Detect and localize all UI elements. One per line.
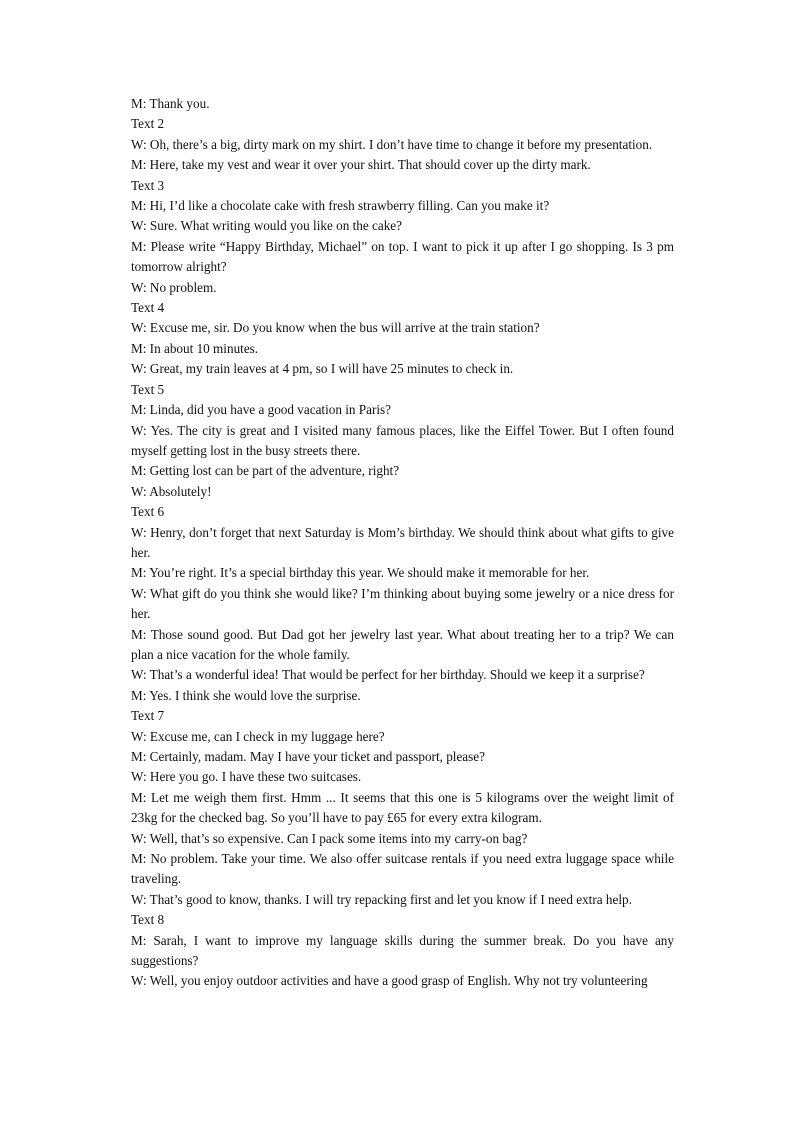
dialogue-line: W: That’s good to know, thanks. I will try repacking first and let you know if I need extra help. <box>131 891 632 907</box>
dialogue-line: W: That’s a wonderful idea! That would be perfect for her birthday. Should we keep it a surprise? <box>131 667 645 683</box>
dialogue-line: W: Well, you enjoy outdoor activities and have a good grasp of English. Why not try volunteering <box>131 973 648 989</box>
section-heading: Text 6 <box>131 504 165 520</box>
dialogue-line: W: No problem. <box>131 279 217 295</box>
dialogue-line: W: Sure. What writing would you like on the cake? <box>131 218 403 234</box>
dialogue-line: M: Hi, I’d like a chocolate cake with fresh strawberry filling. Can you make it? <box>131 198 550 214</box>
dialogue-line: W: Oh, there’s a big, dirty mark on my shirt. I don’t have time to change it before my presentation. <box>131 136 653 152</box>
dialogue-line: W: Yes. The city is great and I visited many famous places, like the Eiffel Tower. But I often found myself getting lost in the busy streets there. <box>131 422 674 458</box>
dialogue-line: W: What gift do you think she would like? I’m thinking about buying some jewelry or a nice dress for her. <box>131 585 674 622</box>
section-heading: Text 4 <box>131 300 165 316</box>
dialogue-line: W: Well, that’s so expensive. Can I pack some items into my carry-on bag? <box>131 830 528 846</box>
dialogue-line: M: Certainly, madam. May I have your ticket and passport, please? <box>131 749 486 764</box>
section-heading: Text 2 <box>131 116 165 132</box>
section-heading: Text 7 <box>131 708 165 724</box>
dialogue-line: W: Henry, don’t forget that next Saturday is Mom’s birthday. We should think about what gifts to give her. <box>131 524 674 560</box>
section-heading: Text 3 <box>131 177 165 193</box>
dialogue-line: M: Thank you. <box>131 96 210 111</box>
dialogue-line: M: Linda, did you have a good vacation in Paris? <box>131 402 392 418</box>
dialogue-line: M: Getting lost can be part of the adventure, right? <box>131 463 400 479</box>
section-heading: Text 8 <box>131 912 165 928</box>
dialogue-line: M: Let me weigh them first. Hmm ... It seems that this one is 5 kilograms over the weight limit of 23kg for the checked bag. So you’ll have to pay £65 for every extra kilogram. <box>131 789 674 826</box>
dialogue-line: M: Please write “Happy Birthday, Michael” on top. I want to pick it up after I go shopping. Is 3 pm tomorrow alright? <box>131 238 674 275</box>
dialogue-line: M: In about 10 minutes. <box>131 340 259 356</box>
dialogue-line: M: You’re right. It’s a special birthday this year. We should make it memorable for her. <box>131 565 590 581</box>
dialogue-line: M: Those sound good. But Dad got her jewelry last year. What about treating her to a trip? We can plan a nice vacation for the whole family. <box>131 626 674 662</box>
section-heading: Text 5 <box>131 381 165 397</box>
dialogue-line: W: Excuse me, sir. Do you know when the bus will arrive at the train station? <box>131 320 540 336</box>
dialogue-line: M: Sarah, I want to improve my language skills during the summer break. Do you have any suggestions? <box>131 932 674 969</box>
dialogue-line: M: Here, take my vest and wear it over your shirt. That should cover up the dirty mark. <box>131 157 591 173</box>
dialogue-line: W: Here you go. I have these two suitcases. <box>131 769 362 785</box>
transcript-body <box>131 94 674 992</box>
dialogue-line: M: No problem. Take your time. We also offer suitcase rentals if you need extra luggage space while traveling. <box>131 851 674 887</box>
dialogue-line: W: Absolutely! <box>131 483 212 499</box>
dialogue-line: W: Great, my train leaves at 4 pm, so I will have 25 minutes to check in. <box>131 361 514 377</box>
dialogue-line: M: Yes. I think she would love the surprise. <box>131 687 361 703</box>
dialogue-line: W: Excuse me, can I check in my luggage here? <box>131 728 385 744</box>
